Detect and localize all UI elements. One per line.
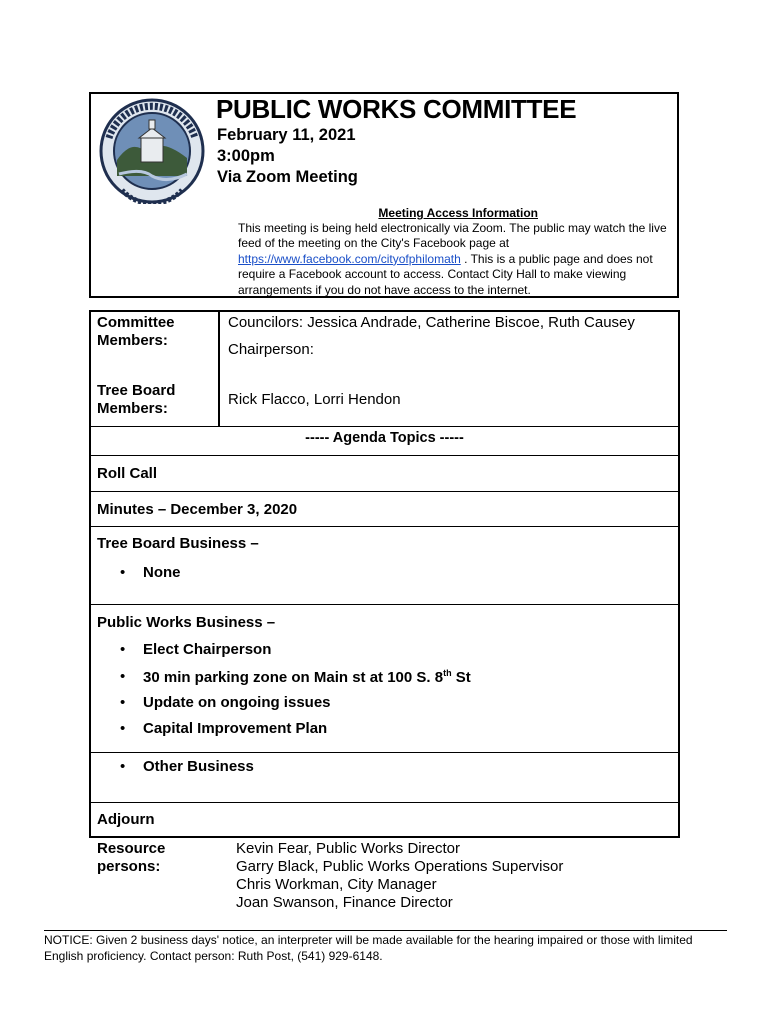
resource-label-line: persons: [97,858,161,875]
access-text-2: . This is a public page and does not require a Facebook account to access. Contact City Hall to make viewing arrangements if you do not have access to the internet. [238,251,653,297]
committee-label-line: Members: [97,332,168,349]
committee-members-label [97,314,175,350]
bullet: • [120,668,126,685]
row-divider [89,455,680,456]
pw-item-elect-chairperson: Elect Chairperson [143,641,272,658]
public-works-business: Public Works Business – [97,614,276,631]
row-divider [89,426,680,427]
access-text-1: This meeting is being held electronically via Zoom. The public may watch the live feed of the meeting on the City's Facebook page at [238,221,667,251]
committee-label-line: Committee [97,314,175,331]
resource-person: Garry Black, Public Works Operations Supervisor [236,858,564,875]
pw-item-capital-plan: Capital Improvement Plan [143,720,328,737]
bullet: • [120,720,126,737]
access-heading: Meeting Access Information [378,206,538,220]
row-divider [89,491,680,492]
tree-label-line: Members: [97,400,168,417]
other-business: Other Business [143,758,254,775]
tree-board-members-label [97,382,175,418]
row-divider [89,604,680,605]
parking-text: 30 min parking zone on Main st at 100 S. 8 [143,669,444,686]
tree-label-line: Tree Board [97,382,176,399]
resource-persons-list [236,840,563,912]
minutes: Minutes – December 3, 2020 [97,501,298,518]
parking-tail: St [451,669,471,686]
notice-divider [44,930,727,931]
row-divider [89,752,680,753]
chairperson: Chairperson: [228,341,314,358]
meeting-date: February 11, 2021 [217,126,356,144]
councilors: Councilors: Jessica Andrade, Catherine Biscoe, Ruth Causey [228,314,635,331]
bullet: • [120,641,126,658]
meeting-location: Via Zoom Meeting [217,168,358,186]
bullet: • [120,694,126,711]
parking-sup: th [443,668,452,678]
tree-board-members: Rick Flacco, Lorri Hendon [228,391,401,408]
roll-call: Roll Call [97,465,158,482]
page-title: PUBLIC WORKS COMMITTEE [216,94,577,124]
notice: NOTICE: Given 2 business days' notice, an interpreter will be made available for the hearing impaired or those with limited English proficiency. Contact person: Ruth Post, (541) 929-6148. [44,933,693,963]
resource-label-line: Resource [97,840,166,857]
adjourn: Adjourn [97,811,155,828]
access-info [238,221,670,298]
meeting-time: 3:00pm [217,147,275,165]
facebook-link[interactable]: https://www.facebook.com/cityofphilomath [238,251,461,266]
city-seal-icon [97,98,207,204]
bullet: • [120,564,126,581]
pw-item-ongoing-issues: Update on ongoing issues [143,694,331,711]
row-divider [89,802,680,803]
bullet: • [120,758,126,775]
tree-item-none: None [143,564,181,581]
tree-board-business: Tree Board Business – [97,535,259,552]
resource-persons-label [97,840,165,876]
members-divider [218,310,220,426]
resource-person: Chris Workman, City Manager [236,876,437,893]
resource-person: Kevin Fear, Public Works Director [236,840,460,857]
pw-item-parking-zone [143,668,471,686]
agenda-heading: ----- Agenda Topics ----- [305,430,464,446]
resource-person: Joan Swanson, Finance Director [236,894,453,911]
row-divider [89,526,680,527]
